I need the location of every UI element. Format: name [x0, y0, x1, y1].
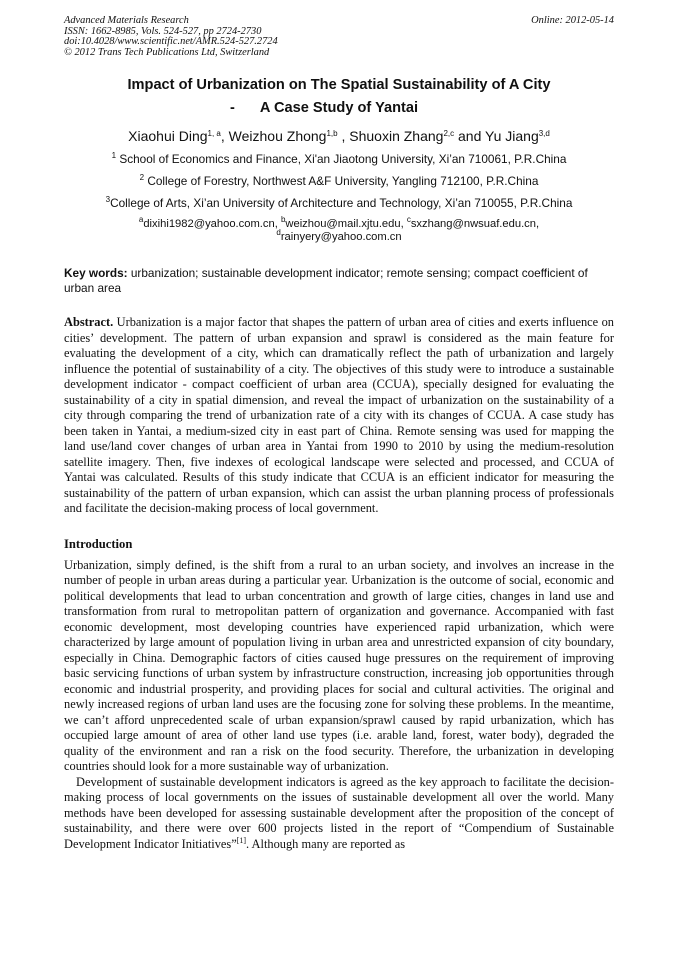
abstract-label: Abstract.: [64, 315, 114, 330]
keywords-text: urbanization; sustainable development indicator; remote sensing; compact coefficient of urban area: [64, 266, 588, 296]
author-separator: ,: [337, 128, 350, 145]
paper-page: [64, 16, 614, 852]
author-name: Weizhou Zhong: [228, 128, 327, 145]
paragraph-text: Development of sustainable development indicators is agreed as the key approach to facilitate the decision-making process of local governments on the issues of sustainable development all over the world. Many methods have been developed for assessing sustainable development after the proposition of the concept of sustainability, and there were over 600 projects listed in the report of “Compendium of Sustainable Development Indicator Initiatives”: [64, 774, 614, 851]
copyright-line: © 2012 Trans Tech Publications Ltd, Switzerland: [64, 46, 270, 58]
paragraph-text: . Although many are reported as: [246, 836, 406, 851]
email-b: weizhou@mail.xjtu.edu,: [285, 218, 407, 231]
affiliation-text: School of Economics and Finance, Xi'an Jiaotong University, Xi’an 710061, P.R.China: [116, 152, 567, 167]
paper-title: Impact of Urbanization on The Spatial Sustainability of A City: [127, 77, 551, 94]
author-affil-sup: 3,d: [538, 129, 550, 139]
keywords-label: Key words:: [64, 266, 128, 281]
subtitle-dash: -: [230, 100, 235, 117]
affiliation-sup: 1: [111, 151, 117, 161]
keywords: [64, 266, 614, 296]
email-sup: c: [406, 215, 411, 225]
journal-name: Advanced Materials Research: [64, 15, 189, 26]
introduction-paragraph-1: Urbanization, simply defined, is the shift from a rural to an urban society, and involves an increase in the number of people in urban areas during a particular year. Urbanization is the outcome of social, economic and political developments that lead to urban concentration and growth of large cities, changes in land use and transformation from rural to metropolitan pattern of organization and governance. Accompanied with fast economic development, most developing countries have experienced rapid urbanization, which were characterized by large amount of population living in urban area and unrestricted expansion of city boundary, especially in China. Demographic factors of cities caused huge pressures on the requirement of improving basic servicing functions of urban system by infrastructure construction, increasing job opportunities through economic and industrial prosperity, and providing places for social and cultural activities. The original and newly increased regions of urban land uses are the focusing zone for solving these problems. In the meantime, we can’t afford unprecedented scale of urban expansion/sprawl caused by rapid urbanization, which has occupied large amount of area of other land use types (i.e. arable land, forest, water body), degraded the quality of the environment and ran a risk on the food security. Therefore, the urbanization in developing countries should look for a more sustainable way of urbanization.: [64, 557, 614, 774]
section-heading-introduction: Introduction: [64, 536, 133, 551]
affiliation-text: College of Arts, Xi’an University of Architecture and Technology, Xi’an 710055, P.R.China: [110, 196, 573, 211]
issn-line: ISSN: 1662-8985, Vols. 524-527, pp 2724-2730: [64, 25, 262, 37]
affiliation: [64, 196, 614, 211]
author-separator: ,: [220, 128, 229, 145]
online-date: Online: 2012-05-14: [531, 15, 614, 26]
journal-header: [64, 16, 614, 58]
affiliation: [64, 152, 614, 167]
citation-ref: [1]: [236, 835, 247, 845]
affiliation-text: College of Forestry, Northwest A&F University, Yangling 712100, P.R.China: [144, 174, 539, 189]
email-sup: d: [276, 228, 281, 238]
affiliation: [64, 174, 614, 189]
author-emails: [64, 215, 614, 244]
author-name: Shuoxin Zhang: [349, 128, 444, 145]
email-sup: a: [138, 215, 144, 225]
author-affil-sup: 2,c: [443, 129, 455, 139]
affiliation-sup: 3: [105, 195, 111, 205]
author-name: Yu Jiang: [485, 128, 539, 145]
abstract: [64, 315, 614, 517]
email-sup: b: [280, 215, 286, 225]
doi-line: doi:10.4028/www.scientific.net/AMR.524-527.2724: [64, 36, 278, 48]
paper-subtitle: [64, 99, 614, 117]
affiliation-sup: 2: [139, 173, 145, 183]
author-affil-sup: 1, a: [207, 129, 221, 139]
email-a: dixihi1982@yahoo.com.cn,: [143, 218, 281, 231]
email-d: rainyery@yahoo.com.cn: [280, 231, 402, 244]
author-separator: and: [454, 128, 486, 145]
author-affil-sup: 1,b: [326, 129, 338, 139]
introduction-paragraph-2: [64, 775, 614, 853]
email-c: sxzhang@nwsuaf.edu.cn,: [410, 218, 540, 231]
abstract-text: Urbanization is a major factor that shapes the pattern of urban area of cities and exerts influence on cities’ development. The pattern of urban expansion and sprawl is considered as the main feature for evaluating the development of a city, which can dramatically reflect the path of urbanization and largely influence the potential of sustainability of a city. The objectives of this study were to introduce a sustainable development indicator - compact coefficient of urban area (CCUA), specially designed for evaluating the sustainability of a city in spatial dimension, and reveal the impact of urbanization on the sustainability of a city through comparing the trend of urbanization rate of a city with its changes of CCUA. A case study has been taken in Yantai, a medium-sized city in east part of China. Remote sensing was used for mapping the land use/land cover changes of urban area in Yantai from 1990 to 2010 by using the medium-resolution satellite imagery. Then, five indexes of ecological landscape were selected and processed, and CCUA of Yantai was calculated. Results of this study indicate that CCUA is an efficient indicator for measuring the sustainability of the pattern of urban expansion, which can assist the urban planning process of professionals and facilitate the decision-making process of local government.: [64, 315, 614, 516]
author-name: Xiaohui Ding: [128, 128, 208, 145]
subtitle-text: A Case Study of Yantai: [259, 100, 419, 117]
author-list: [64, 127, 614, 145]
